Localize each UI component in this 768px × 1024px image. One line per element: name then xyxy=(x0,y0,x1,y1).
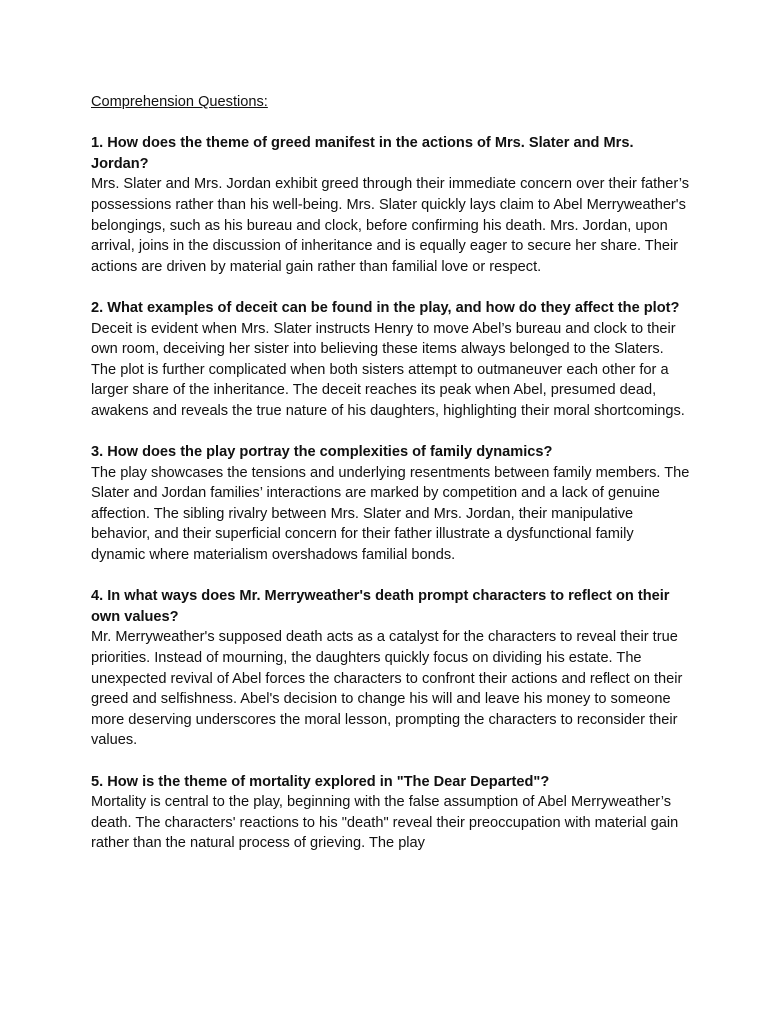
answer-5: Mortality is central to the play, beginning with the false assumption of Abel Merryweather’s death. The characters' reactions to his "death" reveal their preoccupation with material gain rather than the natural process of grieving. The play xyxy=(91,794,679,852)
answer-2: Deceit is evident when Mrs. Slater instructs Henry to move Abel’s bureau and clock to their own room, deceiving her sister into believing these items always belonged to the Slaters. The plot is further complicated when both sisters attempt to outmaneuver each other for a larger share of the inheritance. The deceit reaches its peak when Abel, presumed dead, awakens and reveals the true nature of his daughters, highlighting their moral shortcomings. xyxy=(91,320,685,419)
answer-1: Mrs. Slater and Mrs. Jordan exhibit greed through their immediate concern over their father’s possessions rather than his well-being. Mrs. Slater quickly lays claim to Abel Merryweather's belongings, such as his bureau and clock, before confirming his death. Mrs. Jordan, upon arrival, joins in the discussion of inheritance and is equally eager to secure her share. Their actions are driven by material gain rather than familial love or respect. xyxy=(91,176,690,275)
document-page xyxy=(91,92,691,875)
answer-4: Mr. Merryweather's supposed death acts as a catalyst for the characters to reveal their true priorities. Instead of mourning, the daughters quickly focus on dividing his estate. The unexpected revival of Abel forces the characters to confront their actions and reflect on their greed and selfishness. Abel's decision to change his will and leave his money to someone more deserving underscores the moral lesson, prompting the characters to reconsider their values. xyxy=(91,629,683,749)
question-4: 4. In what ways does Mr. Merryweather's death prompt characters to reflect on their own values? xyxy=(91,588,670,625)
question-block-1 xyxy=(91,133,691,277)
question-3: 3. How does the play portray the complexities of family dynamics? xyxy=(91,444,553,461)
question-block-2 xyxy=(91,298,691,422)
page-heading: Comprehension Questions: xyxy=(91,94,268,110)
answer-3: The play showcases the tensions and underlying resentments between family members. The Slater and Jordan families’ interactions are marked by competition and a lack of genuine affection. The sibling rivalry between Mrs. Slater and Mrs. Jordan, their manipulative behavior, and their superficial concern for their father illustrate a dysfunctional family dynamic where materialism overshadows familial bonds. xyxy=(91,464,690,564)
question-block-3 xyxy=(91,442,691,566)
question-block-4 xyxy=(91,586,691,751)
question-1: 1. How does the theme of greed manifest in the actions of Mrs. Slater and Mrs. Jordan? xyxy=(91,135,634,172)
question-2: 2. What examples of deceit can be found in the play, and how do they affect the plot? xyxy=(91,299,680,316)
question-block-5 xyxy=(91,772,691,854)
question-5: 5. How is the theme of mortality explored in "The Dear Departed"? xyxy=(91,773,550,790)
